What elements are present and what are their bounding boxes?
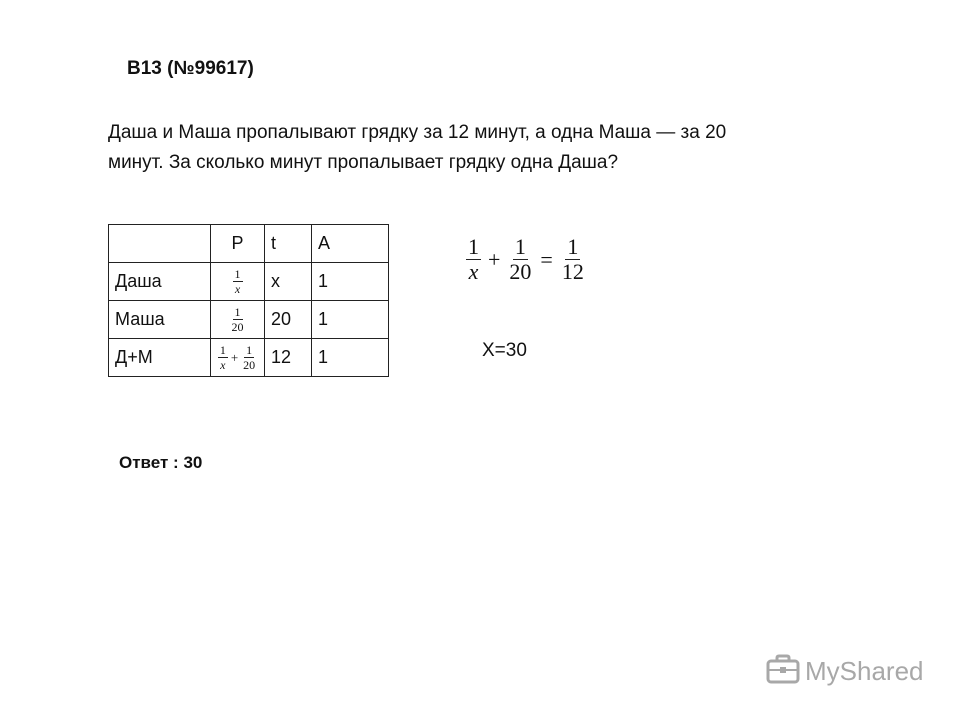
- fraction-1-over-x: $\frac{1}{x}$: [468, 234, 479, 284]
- slide-heading: B13 (№99617): [127, 58, 254, 79]
- table-row: [109, 263, 389, 301]
- row-rate: [211, 301, 265, 339]
- row-time: 12: [265, 339, 312, 377]
- row-work: 1: [312, 301, 389, 339]
- plus-sign: +: [230, 349, 239, 365]
- row-name: Маша: [109, 301, 211, 339]
- fraction-1-over-20: $\frac{1}{20}$: [243, 343, 256, 372]
- row-name: Даша: [109, 263, 211, 301]
- plus-sign: +: [488, 246, 501, 272]
- fraction-1-over-20: $\frac{1}{20}$: [231, 305, 244, 334]
- row-work: 1: [312, 339, 389, 377]
- row-time: 20: [265, 301, 312, 339]
- fraction-1-over-x: $\frac{1}{x}$: [234, 267, 241, 296]
- fraction-1-over-20: $\frac{1}{20}$: [509, 234, 532, 284]
- problem-line-2: минут. За сколько минут пропалывает грядку одна Даша?: [108, 152, 619, 173]
- equals-sign: =: [540, 246, 553, 272]
- x-result: X=30: [482, 340, 527, 361]
- briefcase-icon: [766, 654, 800, 689]
- equation: [466, 236, 586, 283]
- table-header-a: A: [312, 225, 389, 263]
- problem-line-1: Даша и Маша пропалывают грядку за 12 минут, а одна Маша — за 20: [108, 122, 727, 143]
- table-header-t: t: [265, 225, 312, 263]
- table-row: [109, 301, 389, 339]
- row-name: Д+М: [109, 339, 211, 377]
- row-rate: [211, 263, 265, 301]
- work-table: [108, 224, 389, 377]
- row-rate: [211, 339, 265, 377]
- fraction-1-over-12: $\frac{1}{12}$: [561, 234, 584, 284]
- table-header-p: P: [211, 225, 265, 263]
- watermark-logo: [766, 654, 924, 689]
- row-work: 1: [312, 263, 389, 301]
- answer-text: Ответ : 30: [119, 453, 203, 472]
- row-time: x: [265, 263, 312, 301]
- fraction-1-over-x: $\frac{1}{x}$: [219, 343, 226, 372]
- table-header-empty: [109, 225, 211, 263]
- problem-text: [108, 118, 848, 178]
- table-row: [109, 339, 389, 377]
- logo-text: MyShared: [805, 656, 924, 686]
- table-header-row: [109, 225, 389, 263]
